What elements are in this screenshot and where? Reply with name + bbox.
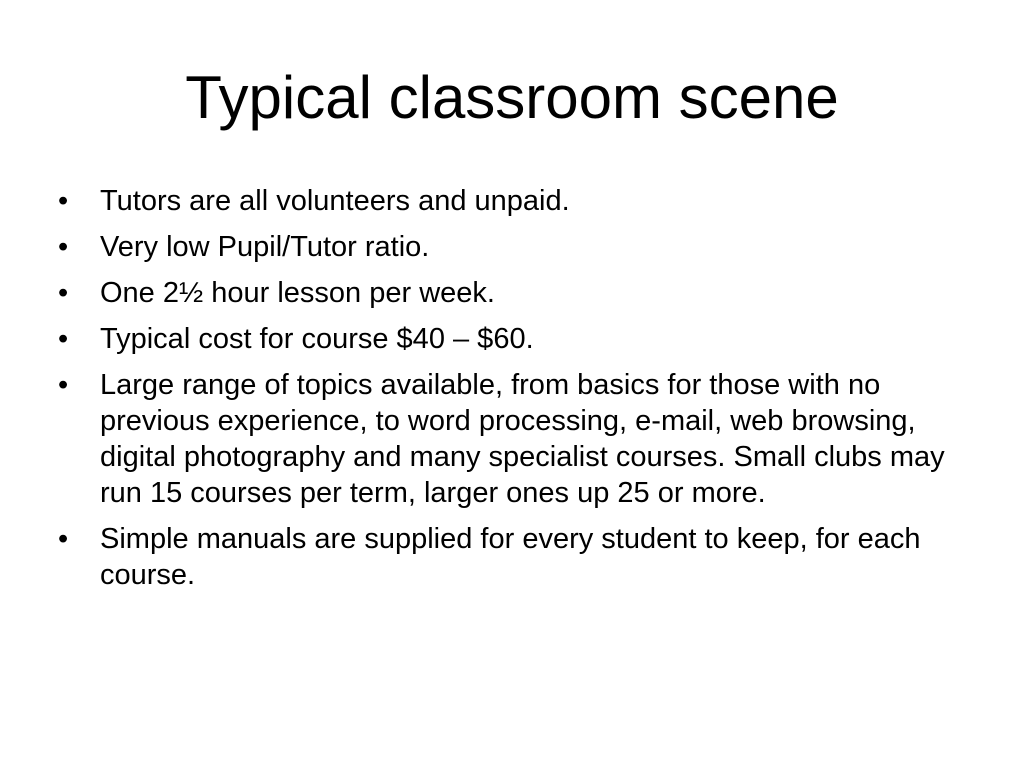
bullet-item [58, 321, 958, 357]
bullet-icon: • [58, 231, 69, 263]
bullet-item [58, 275, 958, 311]
bullet-text: Very low Pupil/Tutor ratio. [100, 231, 430, 263]
bullet-text: Typical cost for course $40 – $60. [100, 323, 534, 355]
bullet-icon: • [58, 185, 69, 217]
bullet-item [58, 521, 958, 593]
bullet-icon: • [58, 323, 69, 355]
bullet-icon: • [58, 369, 69, 401]
bullet-icon: • [58, 523, 69, 555]
bullet-text: Large range of topics available, from basics for those with no previous experience, to word processing, e-mail, web browsing, digital photography and many specialist courses. Small clubs may run 15 courses per term, larger ones up 25 or more. [100, 369, 945, 509]
bullet-text: One 2½ hour lesson per week. [100, 277, 495, 309]
bullet-item [58, 229, 958, 265]
bullet-icon: • [58, 277, 69, 309]
bullet-item [58, 367, 958, 511]
bullet-text: Simple manuals are supplied for every student to keep, for each course. [100, 523, 921, 591]
bullet-item [58, 183, 958, 219]
bullet-list [58, 183, 958, 603]
bullet-text: Tutors are all volunteers and unpaid. [100, 185, 570, 217]
slide-title: Typical classroom scene [185, 64, 839, 131]
